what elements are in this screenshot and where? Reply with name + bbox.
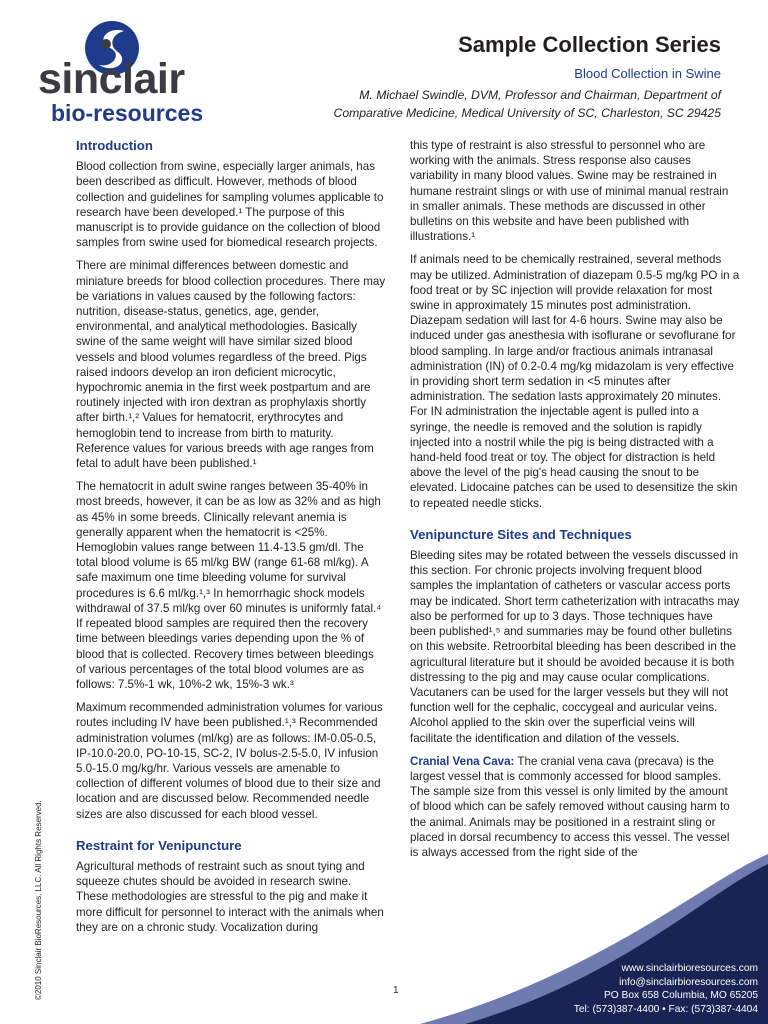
paragraph: If animals need to be chemically restrained, several methods may be utilized. Administration of diazepam 0.5-5 mg/kg PO in a food treat or by SC injection will provide relaxation for most swine in approximately 15 minutes post administration. Diazepam sedation will last for 4-6 hours. Swine may also be induced under gas anesthesia with isoflurane or sevoflurane for blood sampling. In large and/or fractious animals intranasal administration (IN) of 0.2-0.4 mg/kg midazolam is very effective in providing short term sedation in <5 minutes after administration. The sedation lasts approximately 20 minutes. For IN administration the injectable agent is pulled into a syringe, the needle is removed and the solution is rapidly injected into a nostril while the pig is being distracted with a hand-held food treat or toy. The object for distraction is held above the level of the pig's head causing the snout to be elevated. Lidocaine patches can be used to desensitize the skin to repeated needle sticks. [410, 253, 740, 510]
cranial-vena-cava-lead: Cranial Vena Cava: [410, 754, 515, 768]
logo [0, 0, 230, 135]
series-title: Sample Collection Series [458, 32, 721, 57]
document-subtitle: Blood Collection in Swine [574, 66, 721, 81]
introduction-heading: Introduction [76, 138, 153, 153]
contact-info [574, 962, 758, 1016]
email-link[interactable]: info@sinclairbioresources.com [619, 976, 758, 988]
author-line-2: Comparative Medicine, Medical University of SC, Charleston, SC 29425 [333, 106, 721, 120]
paragraph: Bleeding sites may be rotated between the vessels discussed in this section. For chronic projects involving frequent blood samples the implantation of catheters or vascular access ports may be indicated. Short term catheterization with intracaths may also be performed for up to 3 days. Those techniques have been published¹,⁵ and summaries may be found other bulletins on this website. Retroorbital bleeding has been described in the agricultural literature but it should be avoided because it is both distressing to the pig and may cause ocular complications. Vacutaners can be used for the larger vessels but they will not function well for the cephalic, coccygeal and auricular veins. Alcohol applied to the skin over the superficial veins will facilitate the identification and dilation of the vessels. [410, 549, 740, 745]
paragraph: Blood collection from swine, especially larger animals, has been described as difficult. However, methods of blood collection and guidelines for sampling volumes applicable to research have been developed.¹ The purpose of this manuscript is to provide guidance on the collection of blood samples from swine used for biomedical research projects. [76, 160, 384, 250]
paragraph: There are minimal differences between domestic and miniature breeds for blood collection procedures. There may be variations in values caused by the following factors: nutrition, disease-status, genetics, age, gender, environmental, and analytical methodologies. Basically swine of the same weight will have similar sized blood vessels and blood volumes regardless of the breed. Pigs raised indoors develop an iron deficient microcytic, hypochromic anemia in the first week postpartum and are routinely injected with iron dextran as prophylaxis shortly after birth.¹,² Values for hematocrit, erythrocytes and hemoglobin tend to increase from birth to maturity. Reference values for various breeds with age ranges from fetal to adult have been published.¹ [76, 259, 386, 471]
header [334, 34, 721, 122]
mailing-address: PO Box 658 Columbia, MO 65205 [603, 990, 758, 1002]
venipuncture-heading: Venipuncture Sites and Techniques [410, 526, 632, 542]
paragraph: Maximum recommended administration volumes for various routes including IV have been published.¹,³ Recommended administration volumes (ml/kg) are as follows: IM-0.05-0.5, IP-10.0-20.0, PO-10-15, SC-2, IV bolus-2.5-5.0, IV infusion 5.0-15.0 mg/kg/hr. Various vessels are amenable to collection of different volumes of blood due to their size and location and are discussed below. Recommended needle sizes are also discussed for each blood vessel. [76, 701, 383, 821]
copyright-notice: ©2010 Sinclair BioResources, LLC. All Rights Reserved. [34, 800, 43, 1000]
paragraph: Agricultural methods of restraint such as snout tying and squeeze chutes should be avoided in research swine. These methodologies are stressful to the pig and make it more difficult for personnel to interact with the animals when they are on a chronic study. Vocalization during [76, 859, 384, 934]
phone-fax: Tel: (573)387-4400 • Fax: (573)387-4404 [573, 1003, 758, 1015]
page-number: 1 [393, 985, 399, 996]
brand-subtitle: bio-resources [51, 100, 204, 126]
paragraph: this type of restraint is also stressful to personnel who are working with the animals. Stress response also causes variability in many blood values. Swine may be restrained in humane restraint slings or with use of minimal manual restrain in smaller animals. These methods are discussed in other bulletins on this website and have been published with illustrations.¹ [410, 139, 729, 244]
author-info [334, 86, 721, 122]
column-right [410, 138, 740, 868]
cranial-vena-cava-text: The cranial vena cava (precava) is the largest vessel that is commonly accessed for blood samples. The sample size from this vessel is only limited by the amount of blood which can be safely removed without causing harm to the animal. Animals may be positioned in a restraint sling or placed in dorsal recumbency to access this vessel. The vessel is always accessed from the right side of the [410, 754, 730, 859]
brand-name: sinclair [38, 55, 185, 103]
column-left [76, 138, 386, 943]
paragraph: The hematocrit in adult swine ranges between 35-40% in most breeds, however, it can be as low as 32% and as high as 45% in some breeds. Clinically relevant anemia is generally apparent when the hematocrit is <25%. Hemoglobin values range between 11.4-13.5 gm/dl. The total blood volume is 65 ml/kg BW (range 61-68 ml/kg). A safe maximum one time bleeding volume for survival procedures is 6.6 ml/kg.¹,³ In hemorrhagic shock models withdrawal of 37.5 ml/kg over 60 minutes is uniformly fatal.⁴ If repeated blood samples are required then the recovery time between bleedings varies depending upon the % of blood that is collected. Recovery times between bleedings of various percentages of the total blood volumes are as follows: 7.5%-1 wk, 10%-2 wk, 15%-3 wk.³ [76, 480, 382, 691]
website-link[interactable]: www.sinclairbioresources.com [621, 963, 758, 974]
author-line-1: M. Michael Swindle, DVM, Professor and Chairman, Department of [359, 88, 721, 102]
restraint-heading: Restraint for Venipuncture [76, 837, 242, 853]
paragraph [410, 754, 740, 860]
